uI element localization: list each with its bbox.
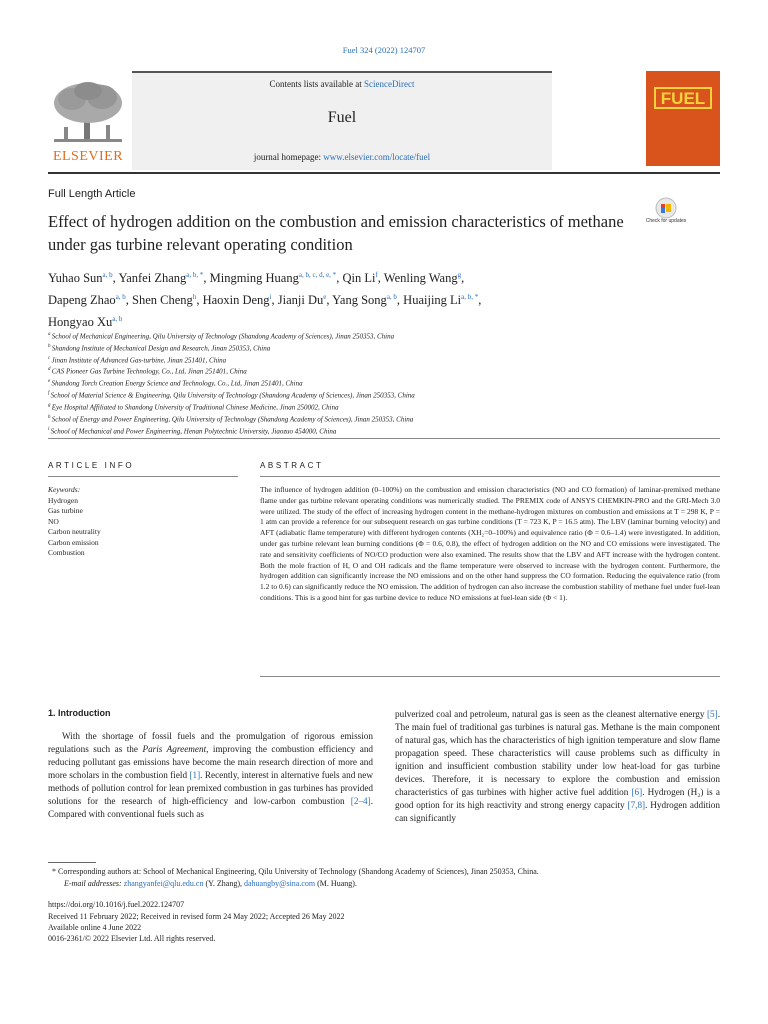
author-separator: , [326,293,333,308]
affiliation-mark: a [48,332,52,337]
author-name[interactable]: Jianji Du [277,293,324,308]
affiliation-mark: b [48,343,52,349]
author-name[interactable]: Huaijing Li [403,293,462,308]
intro-column-1 [48,730,373,821]
author-name[interactable]: Mingming Huang [209,271,299,286]
affiliation-item [48,401,668,413]
body-text: , improving the combustion efficiency and reducing pollutant gas emissions have become the main research direction of more and more scholars in the combustion field [48,744,374,780]
abstract-heading: ABSTRACT [260,461,324,470]
footnote-rule [48,862,96,863]
author-affiliation-mark[interactable]: a, b [102,271,113,279]
body-text: . Hydrogen (H₂) is a good option for its high reactivity and strong energy capacity [395,787,720,810]
citation-link[interactable]: [1] [189,770,201,780]
keyword-item: Carbon emission [48,537,99,547]
body-text: . Recently, interest in alternative fuels and new methods of pollution control for lean premixed combustion in gas turbines has provided solutions for the research of high-efficiency and low-carbon combustion [48,770,373,806]
affiliation-mark: e [48,379,52,385]
author-separator: , [336,271,343,286]
author-separator: , [396,293,404,308]
body-text: pulverized coal and petroleum, natural gas is seen as the cleanest alternative energy [395,709,707,719]
copyright: 0016-2361/© 2022 Elsevier Ltd. All rights reserved. [48,934,216,943]
email-line: E-mail addresses: zhangyanfei@qlu.edu.cn (Y. Zhang), dahuangby@sina.com (M. Huang). [64,879,357,888]
affiliation-text: Eye Hospital Affiliated to Shandong University of Traditional Chinese Medicine, Jinan 250002, China [51,403,339,412]
author-affiliation-mark[interactable]: f [375,271,378,279]
citation-link[interactable]: [6] [631,787,643,797]
author-separator: , [203,271,210,286]
author-name[interactable]: Haoxin Deng [202,293,270,308]
author-separator: , [125,293,133,308]
affiliation-mark: d [48,367,52,373]
author-affiliation-mark[interactable]: i [269,293,272,302]
affiliation-mark: h [48,414,52,420]
author-affiliation-mark[interactable]: a, b, c, d, e, * [298,271,337,279]
affiliation-text: Shandong Torch Creation Energy Science and Technology, Co., Ltd, Jinan 251401, China [51,379,303,388]
article-info-rule [48,476,238,477]
keywords-label: Keywords: [48,485,81,494]
author-list [48,266,638,332]
email-link-1[interactable]: zhangyanfei@qlu.edu.cn [123,879,204,888]
affiliation-mark: g [48,402,52,408]
citation-link[interactable]: [5] [706,709,718,719]
email-link-2[interactable]: dahuangby@sina.com [244,879,316,888]
check-updates-icon [648,195,684,231]
affiliation-text: CAS Pioneer Gas Turbine Technology, Co., Ltd, Jinan 251401, China [51,367,247,376]
asterisk-mark: * [52,867,58,876]
journal-header [48,71,628,170]
author-name[interactable]: Wenling Wang [383,271,458,286]
sciencedirect-link[interactable]: ScienceDirect [364,79,415,89]
journal-name: Fuel [327,109,357,126]
author-affiliation-mark[interactable]: a, b, * [461,293,479,302]
author-affiliation-mark[interactable]: a, b, * [186,271,204,279]
affiliation-item [48,354,668,366]
affiliation-item [48,377,668,389]
keywords-block [48,485,238,559]
body-text: With the shortage of fossil fuels and the promulgation of rigorous emission regulations such as the [48,731,373,754]
check-badge-label: Check for updates [645,218,687,224]
author-name[interactable]: Shen Cheng [132,293,193,308]
emphasis-text: Paris Agreement [142,744,207,754]
author-affiliation-mark[interactable]: e [323,293,327,302]
author-name[interactable]: Hongyao Xu [48,315,113,330]
corresponding-author-note: * Corresponding authors at: School of Mechanical Engineering, Qilu University of Technology (Shandong Academy of Sciences), Jinan 250353, China. [52,867,539,876]
journal-cover-image [646,71,720,166]
keyword-item: Hydrogen [48,495,78,505]
affiliation-item [48,342,668,354]
elsevier-wordmark: ELSEVIER [52,149,124,164]
affiliation-item [48,413,668,425]
affiliations [48,330,668,436]
author-separator: , [271,293,278,308]
author-name[interactable]: Qin Li [342,271,376,286]
author-affiliation-mark[interactable]: a, b [112,315,123,324]
introduction-heading: 1. Introduction [48,708,111,718]
journal-reference[interactable]: Fuel 324 (2022) 124707 [342,45,426,55]
abstract-bottom-rule [260,676,720,677]
keyword-item: NO [48,516,59,526]
header-rule [48,172,720,174]
received-dates: Received 11 February 2022; Received in revised form 24 May 2022; Accepted 26 May 2022 [48,912,345,921]
affiliation-text: Jinan Institute of Advanced Gas-turbine, Jinan 251401, China [51,355,227,364]
check-for-updates-badge[interactable] [645,195,687,231]
affiliation-rule [48,438,720,439]
author-name[interactable]: Yang Song [332,293,387,308]
affiliation-item [48,330,668,342]
affiliation-text: Shandong Institute of Mechanical Design and Research, Jinan 250353, China [51,344,271,353]
cover-title: FUEL [654,87,712,109]
author-separator: , [461,271,465,286]
affiliation-text: School of Mechanical Engineering, Qilu University of Technology (Shandong Academy of Sciences), Jinan 250353, China [51,332,395,341]
author-affiliation-mark[interactable]: a, b [386,293,397,302]
author-name[interactable]: Yuhao Sun [48,271,103,286]
keyword-item: Carbon neutrality [48,527,101,536]
affiliation-item [48,389,668,401]
keyword-item: Combustion [48,548,85,557]
article-title: Effect of hydrogen addition on the combustion and emission characteristics of methane under gas turbine relevant operating condition [48,212,624,254]
author-name[interactable]: Yanfei Zhang [118,271,187,286]
author-affiliation-mark[interactable]: g [457,271,462,279]
author-separator: , [112,271,119,286]
author-name[interactable]: Dapeng Zhao [48,293,116,308]
article-info-heading: ARTICLE INFO [48,461,135,470]
article-type: Full Length Article [48,188,136,200]
body-text: . Hydrogen addition can significantly [395,800,720,823]
affiliation-mark: c [48,355,52,361]
abstract-text: The influence of hydrogen addition (0–100%) on the combustion and emission characteristics (NO and CO formation) of laminar-premixed methane flame under gas turbine relevant operating conditions was numerically studied. The PREMIX code of ANSYS CHEMKIN-PRO and the GRI-Mech 3.0 were utilized. The study of the effect of increasing hydrogen content in the methane-hydrogen mixtures on combustion and emissions at T = 298 K, P = 1 atm can provide a reference for our subsequent research on gas turbine conditions (T = 723 K, P = 16.5 atm). The LBV (laminar burning velocity) and AFT (adiabatic flame temperature) with different hydrogen contents (XH₂=0–100%) and equivalence ratio (Φ = 0.6–1.4) were investigated. In addition, under gas turbine relevant lean burning conditions (Φ = 0.6, 0.8), the effect of hydrogen addition on the NO and CO emissions were investigated. The rate and sensitivity coefficients of NO/CO production were also examined. The results show that the LBV and AFT increase with the hydrogen content. Both the mole fraction of H, O and OH radicals and the flame temperature were observed to increase with the hydrogen content. Furthermore, the hydrogen addition can significantly increase the NO emissions and on the other hand suppress the CO formation. Reducing the equivalence ratio (from 1.2 to 0.6) can significantly reduce the NO emission. The addition of hydrogen can also increase the combustion stability of methane fuel under fuel-lean conditions. This is a good hint for gas turbine device to reduce NO emissions at fuel-lean side (Φ < 1). [260,485,720,602]
abstract-rule [260,476,720,477]
affiliation-text: School of Energy and Power Engineering, Qilu University of Technology (Shandong Academy of Sciences), Jinan 250353, China [51,415,414,424]
keyword-item: Gas turbine [48,506,83,515]
author-affiliation-mark[interactable]: a, b [115,293,126,302]
citation-link[interactable]: [2–4] [350,796,371,806]
author-separator: , [377,271,384,286]
homepage-link[interactable]: www.elsevier.com/locate/fuel [323,152,431,162]
keywords-list [48,496,238,559]
author-separator: , [478,293,482,308]
homepage-line: journal homepage: www.elsevier.com/locate/fuel [253,152,431,162]
affiliation-mark: f [48,391,51,397]
available-online: Available online 4 June 2022 [48,923,142,932]
intro-column-2 [395,708,720,825]
body-text: . The main fuel of traditional gas turbines is natural gas. Methane is the main component of natural gas, which has the characteristics of high ignition temperature and slow flame propagation speed. These characteristics will cause problems such as difficulty in ignition and insufficient combustion stability under low heat-load for gas turbine devices. Therefore, it is necessary to explore the combustion and emission characteristics of gas turbines with higher active fuel addition [395,709,720,797]
affiliation-text: School of Material Science & Engineering, Qilu University of Technology (Shandong Academy of Sciences), Jinan 250353, China [50,391,415,400]
citation-link[interactable]: [7,8] [627,800,646,810]
affiliation-text: School of Mechanical and Power Engineering, Henan Polytechnic University, Jiaozuo 454000, China [50,426,337,435]
body-text: . Compared with conventional fuels such as [48,796,373,819]
affiliation-item [48,365,668,377]
author-separator: , [196,293,203,308]
doi-link[interactable]: https://doi.org/10.1016/j.fuel.2022.124707 [48,900,185,909]
affiliation-item [48,425,668,437]
author-affiliation-mark[interactable]: h [192,293,197,302]
affiliation-mark: i [48,426,51,432]
contents-line: Contents lists available at ScienceDirect [269,79,415,89]
